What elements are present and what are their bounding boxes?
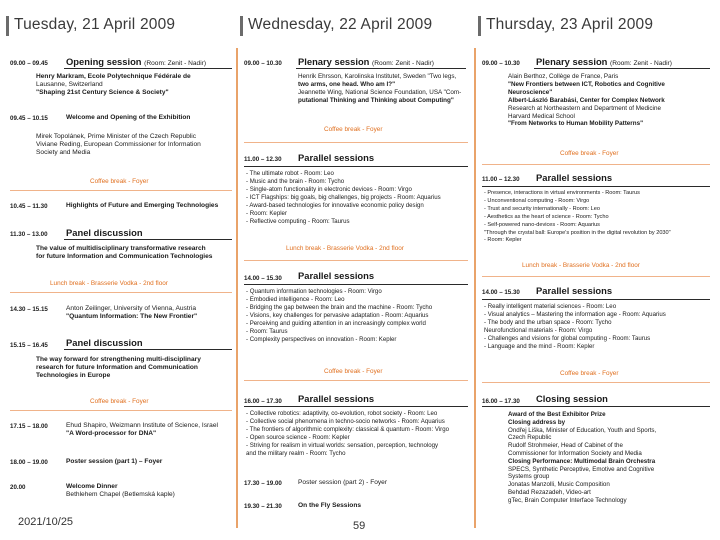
text-line: Neuroscience" bbox=[508, 88, 553, 96]
text-line: two arms, one head. Who am I?" bbox=[298, 81, 396, 89]
day-header-wednesday bbox=[240, 12, 470, 38]
text-line: Welcome Dinner bbox=[66, 483, 118, 490]
text-line: Lausanne, Switzerland bbox=[36, 81, 103, 89]
session-time: 18.00 – 19.00 bbox=[10, 459, 48, 466]
session-rule bbox=[244, 406, 468, 407]
text-line: "New Frontiers between ICT, Robotics and Cognitive bbox=[508, 80, 665, 88]
text-line: - Challenges and visions for global computing - Room: Taurus bbox=[484, 335, 651, 342]
text-line: "Shaping 21st Century Science & Society" bbox=[36, 89, 169, 97]
text-line: Henrik Ehrsson, Karolinska Institutet, Sweden "Two legs, bbox=[298, 73, 457, 80]
session-rule bbox=[64, 68, 232, 69]
session-text bbox=[36, 133, 201, 157]
session-time: 14.30 – 15.15 bbox=[10, 306, 48, 313]
text-line: - Award-based technologies for innovative economic policy design bbox=[246, 202, 424, 209]
session-title: Closing session bbox=[536, 393, 608, 404]
day-column-thursday bbox=[478, 0, 714, 540]
text-line: - Aesthetics as the heart of science - Room: Tycho bbox=[484, 213, 609, 220]
break-rule bbox=[10, 292, 232, 293]
text-line: - Really intelligent material sciences - Room: Leo bbox=[484, 303, 617, 310]
break-rule bbox=[10, 410, 232, 411]
session-title-text: Plenary session bbox=[536, 56, 608, 67]
text-line: - ICT Flagships: big goals, big challenges, big projects - Room: Aquarius bbox=[246, 194, 441, 201]
session-rule bbox=[64, 349, 232, 350]
text-line: - Self-powered nano-devices - Room: Aquarius bbox=[484, 221, 600, 228]
session-rule bbox=[244, 166, 468, 167]
header-bar bbox=[478, 16, 481, 36]
text-line: - Collective robotics: adaptivity, co-evolution, robot society - Room: Leo bbox=[246, 410, 438, 417]
text-line: Commissioner for Information Society and Media bbox=[508, 449, 642, 457]
text-line: research for future Information and Communication bbox=[36, 364, 198, 372]
session-text bbox=[298, 73, 461, 105]
session-title: Highlights of Future and Emerging Technologies bbox=[66, 202, 219, 209]
day-column-tuesday bbox=[6, 0, 234, 540]
text-line: and the military realm - Room: Tycho bbox=[246, 450, 346, 457]
coffee-break-label: Coffee break - Foyer bbox=[560, 150, 619, 157]
session-text bbox=[246, 288, 432, 344]
break-rule bbox=[482, 164, 710, 165]
break-rule bbox=[244, 260, 468, 261]
page-number: 59 bbox=[353, 520, 366, 532]
break-rule bbox=[244, 380, 468, 381]
text-line: - The body and the urban space - Room: Tycho bbox=[484, 319, 612, 326]
text-line: Alain Berthoz, Collège de France, Paris bbox=[508, 73, 619, 80]
text-line: Anton Zeilinger, University of Vienna, Austria bbox=[66, 305, 196, 312]
session-text bbox=[36, 245, 212, 261]
text-line: SPECS, Synthetic Perceptive, Emotive and Cognitive bbox=[508, 465, 655, 473]
text-line: "From Networks to Human Mobility Patterns" bbox=[508, 120, 644, 128]
session-title: Poster session (part 2) - Foyer bbox=[298, 479, 388, 486]
text-line: Harvard Medical School bbox=[508, 112, 575, 120]
text-line: Closing Performance: Multimodal Brain Orchestra bbox=[508, 457, 656, 465]
session-text bbox=[246, 170, 441, 226]
text-line: The way forward for strengthening multi-disciplinary bbox=[36, 356, 201, 363]
session-rule bbox=[482, 406, 710, 407]
text-line: gTec, Brain Computer Interface Technology bbox=[508, 496, 627, 504]
text-line: Mirek Topolánek, Prime Minister of the Czech Republic bbox=[36, 133, 197, 140]
text-line: - Striving for realism in virtual worlds: sensation, perception, technology bbox=[246, 442, 439, 449]
text-line: Ehud Shapiro, Weizmann Institute of Science, Israel bbox=[66, 422, 218, 429]
session-time: 14.00 – 15.30 bbox=[482, 289, 520, 296]
text-line: - Bridging the gap between the brain and the machine - Room: Tycho bbox=[246, 304, 433, 311]
text-line: Research at Northeastern and Department of Medicine bbox=[508, 104, 661, 112]
text-line: Systems group bbox=[508, 473, 550, 481]
session-text bbox=[508, 411, 656, 505]
session-time: 16.00 – 17.30 bbox=[482, 398, 520, 405]
coffee-break-label: Coffee break - Foyer bbox=[90, 178, 149, 185]
text-line: Technologies in Europe bbox=[36, 372, 111, 380]
session-time: 14.00 – 15.30 bbox=[244, 275, 282, 282]
day-title: Thursday, 23 April 2009 bbox=[486, 16, 654, 33]
session-time: 15.15 – 16.45 bbox=[10, 342, 48, 349]
break-rule bbox=[482, 276, 710, 277]
text-line: "Through the crystal ball: Europe's position in the digital revolution by 2030" bbox=[484, 229, 671, 236]
text-line: "Quantum Information: The New Frontier" bbox=[66, 313, 198, 321]
lunch-break-label: Lunch break - Brasserie Vodka - 2nd floor bbox=[522, 262, 640, 269]
session-title: Poster session (part 1) – Foyer bbox=[66, 458, 163, 465]
session-rule bbox=[244, 284, 468, 285]
text-line: Henry Markram, Ecole Polytechnique Fédérale de bbox=[36, 73, 191, 80]
session-title: Parallel sessions bbox=[298, 152, 375, 163]
session-rule bbox=[534, 68, 710, 69]
session-title: Parallel sessions bbox=[536, 285, 613, 296]
day-header-thursday bbox=[478, 12, 714, 38]
session-time: 10.45 – 11.30 bbox=[10, 203, 48, 210]
text-line: - Perceiving and guiding attention in an increasingly complex world bbox=[246, 320, 426, 327]
text-line: Jeannette Wing, National Science Foundation, USA "Com- bbox=[298, 89, 462, 97]
break-rule bbox=[482, 382, 710, 383]
text-line: - Trust and security internationally - Room: Leo bbox=[484, 205, 600, 212]
text-line: - Language and the mind - Room: Kepler bbox=[484, 343, 595, 350]
session-text bbox=[508, 73, 665, 128]
text-line: - Open source science - Room: Kepler bbox=[246, 434, 350, 441]
text-line: - Reflective computing - Room: Taurus bbox=[246, 218, 350, 225]
day-title: Tuesday, 21 April 2009 bbox=[14, 16, 176, 33]
text-line: Jonatas Manzolli, Music Composition bbox=[508, 481, 610, 489]
text-line: Award of the Best Exhibitor Prize bbox=[508, 411, 606, 418]
session-time: 11.30 – 13.00 bbox=[10, 231, 48, 238]
session-text bbox=[36, 73, 191, 97]
text-line: - Visions, key challenges for pervasive adaptation - Room: Aquarius bbox=[246, 312, 429, 319]
coffee-break-label: Coffee break - Foyer bbox=[560, 370, 619, 377]
session-room: (Room: Zenit - Nadir) bbox=[610, 60, 672, 67]
session-text bbox=[66, 305, 197, 321]
session-title: Panel discussion bbox=[66, 227, 143, 238]
text-line: Closing address by bbox=[508, 418, 566, 426]
column-divider bbox=[474, 48, 476, 528]
session-rule bbox=[482, 299, 710, 300]
text-line: - The ultimate robot - Room: Leo bbox=[246, 170, 334, 177]
coffee-break-label: Coffee break - Foyer bbox=[324, 368, 383, 375]
text-line: "A Word-processor for DNA" bbox=[66, 430, 157, 438]
session-text bbox=[36, 356, 201, 380]
text-line: Neurofunctional materials - Room: Virgo bbox=[484, 327, 593, 334]
text-line: - Room: Taurus bbox=[246, 328, 288, 335]
session-time: 09.00 – 10.30 bbox=[244, 60, 282, 67]
text-line: - Room: Kepler bbox=[246, 210, 287, 217]
session-time: 17.30 – 19.00 bbox=[244, 480, 282, 487]
text-line: Czech Republic bbox=[508, 434, 552, 442]
session-rule bbox=[482, 186, 710, 187]
session-time: 16.00 – 17.30 bbox=[244, 398, 282, 405]
day-column-wednesday bbox=[240, 0, 470, 540]
session-text bbox=[66, 422, 218, 438]
session-time: 19.30 – 21.30 bbox=[244, 503, 282, 510]
session-time: 09.00 – 09.45 bbox=[10, 60, 48, 67]
session-room: (Room: Zenit - Nadir) bbox=[144, 60, 207, 67]
lunch-break-label: Lunch break - Brasserie Vodka - 2nd floor bbox=[50, 280, 168, 287]
text-line: for future Information and Communication Technologies bbox=[36, 253, 213, 261]
session-time: 11.00 – 12.30 bbox=[244, 156, 282, 163]
break-rule bbox=[244, 142, 468, 143]
text-line: - Visual analytics – Mastering the information age - Room: Aquarius bbox=[484, 311, 666, 318]
header-bar bbox=[240, 16, 243, 36]
footer-date: 2021/10/25 bbox=[18, 516, 74, 528]
text-line: Rudolf Strohmeier, Head of Cabinet of the bbox=[508, 442, 623, 450]
session-title: Welcome and Opening of the Exhibition bbox=[66, 114, 191, 121]
text-line: - Embodied intelligence - Room: Leo bbox=[246, 296, 345, 303]
session-title-text: Opening session bbox=[66, 56, 142, 67]
text-line: Society and Media bbox=[36, 149, 91, 157]
session-title: Parallel sessions bbox=[298, 393, 375, 404]
text-line: - Complexity perspectives on innovation - Room: Kepler bbox=[246, 336, 397, 343]
session-text bbox=[484, 190, 671, 245]
session-time: 20.00 bbox=[10, 484, 26, 491]
text-line: Behdad Rezazadeh, Video-art bbox=[508, 488, 591, 496]
coffee-break-label: Coffee break - Foyer bbox=[324, 126, 383, 133]
text-line: The value of multidisciplinary transformative research bbox=[36, 245, 206, 252]
session-title: On the Fly Sessions bbox=[298, 502, 362, 509]
text-line: - Collective social phenomena in techno-socio networks - Room: Aquarius bbox=[246, 418, 445, 425]
lunch-break-label: Lunch break - Brasserie Vodka - 2nd floor bbox=[286, 245, 404, 252]
day-header-tuesday bbox=[6, 12, 234, 38]
text-line: - Music and the brain - Room: Tycho bbox=[246, 178, 345, 185]
text-line: - Room: Kepler bbox=[484, 237, 522, 244]
text-line: - Presence, interactions in virtual environments - Room: Taurus bbox=[484, 190, 640, 196]
coffee-break-label: Coffee break - Foyer bbox=[90, 398, 149, 405]
break-rule bbox=[10, 190, 232, 191]
header-bar bbox=[6, 16, 9, 36]
text-line: - The frontiers of algorithmic complexity: classical & quantum - Room: Virgo bbox=[246, 426, 449, 433]
session-title-text: Plenary session bbox=[298, 56, 370, 67]
session-time: 09.00 – 10.30 bbox=[482, 60, 520, 67]
session-rule bbox=[296, 68, 466, 69]
session-title: Parallel sessions bbox=[298, 270, 375, 281]
text-line: - Unconventional computing - Room: Virgo bbox=[484, 197, 590, 204]
text-line: Bethlehem Chapel (Betlemská kaple) bbox=[66, 491, 175, 499]
column-divider bbox=[236, 48, 238, 528]
session-rule bbox=[64, 239, 232, 240]
session-text bbox=[66, 483, 175, 499]
text-line: - Single-atom functionality in electronic devices - Room: Virgo bbox=[246, 186, 412, 193]
text-line: putational Thinking and Thinking about Computing" bbox=[298, 97, 454, 105]
session-time: 09.45 – 10.15 bbox=[10, 115, 48, 122]
session-room: (Room: Zenit - Nadir) bbox=[372, 60, 434, 67]
session-text bbox=[246, 410, 449, 458]
text-line: Ondřej Liška, Minister of Education, Youth and Sports, bbox=[508, 426, 657, 434]
session-time: 17.15 – 18.00 bbox=[10, 423, 48, 430]
text-line: Viviane Reding, European Commissioner for Information bbox=[36, 141, 201, 149]
day-title: Wednesday, 22 April 2009 bbox=[248, 16, 433, 33]
text-line: - Quantum information technologies - Room: Virgo bbox=[246, 288, 382, 295]
session-time: 11.00 – 12.30 bbox=[482, 176, 520, 183]
session-text bbox=[484, 303, 666, 351]
session-title: Parallel sessions bbox=[536, 172, 613, 183]
text-line: Albert-László Barabási, Center for Complex Network bbox=[508, 96, 665, 104]
session-title: Panel discussion bbox=[66, 337, 143, 348]
